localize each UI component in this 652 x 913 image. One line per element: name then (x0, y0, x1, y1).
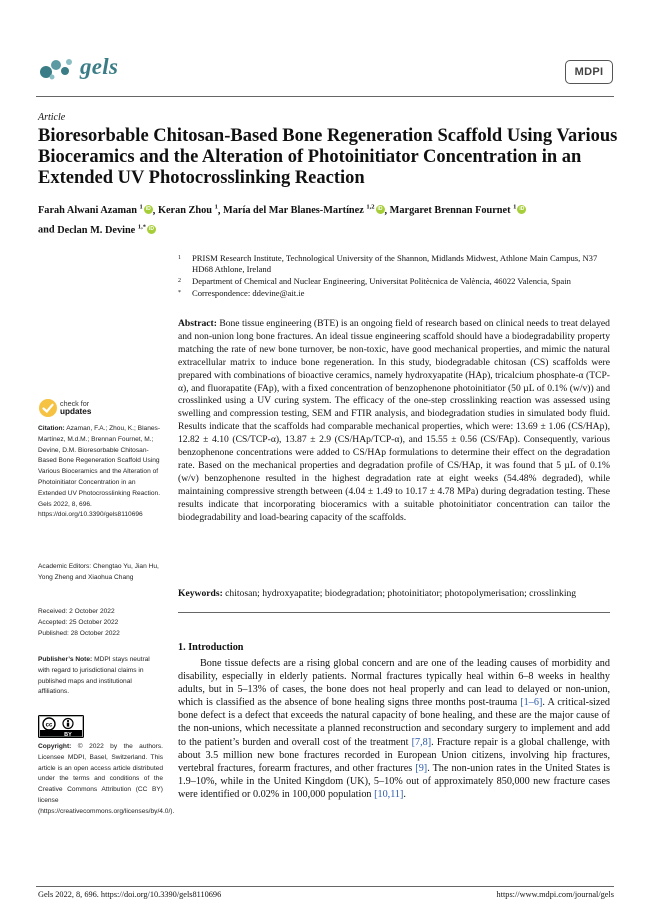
affiliation-item (178, 288, 618, 299)
intro-paragraph: Bone tissue defects are a rising global concern and are one of the leading causes of morbidity and disability, especially in elderly patients. Normal fractures typically heal within 6–8 weeks in healthy adults, but in 5–13% of cases, the bone does not heal properly and can lead to delayed or non-union, which is classified as the absence of bone healing signs three months post-trauma [1–6]. A critical-sized bone defect is a defect that exceeds the natural capacity of bone healing, and these are the major cause of the non-unions, which necessitate a planned reconstruction and secondary surgery to implement and add to the patient’s burden and overall cost of the treatment [7,8]. Fracture repair is a global challenge, with about 3.5 million new bone fractures recorded in European Union citizens, involving hip fractures, vertebral fractures, forearm fractures, and other fractures [9]. The non-union rates in the United States is 1.9–10%, while in the United Kingdom (UK), 5–10% out of approximately 850,000 new fracture cases were identified or 0.02% in 100,000 population [10,11]. (178, 658, 611, 800)
section-divider (178, 612, 610, 613)
publisher-note-label: Publisher’s Note: (38, 656, 93, 663)
keywords (178, 588, 610, 601)
copyright-notice (38, 742, 175, 818)
citation-block (38, 424, 163, 521)
article-title: Bioresorbable Chitosan-Based Bone Regeneration Scaffold Using Various Bioceramics and the Alteration of Photoinitiator Concentration in an Extended UV Photocrosslinking Reaction (38, 126, 618, 188)
keywords-text: chitosan; hydroxyapatite; biodegradation; photoinitiator; photopolymerisation; crosslinking (225, 588, 577, 599)
author-list: Farah Alwani Azaman $^1$iD , Keran Zhou $^1$, María del Mar Blanes-Martínez $^{1,2}$iD , Margaret Brennan Fournet $^1$iD and Declan M. Devine $^{1,*}$iD (38, 200, 618, 239)
cc-by-text: BY (64, 732, 72, 738)
publisher-note-text: MDPI stays neutral with regard to jurisdictional claims in published maps and institutional affiliations. (38, 656, 150, 696)
affiliation-number: * (178, 290, 181, 296)
author-name: María del Mar Blanes-Martínez $^{1,2}$iD (223, 205, 384, 216)
affiliation-item (178, 253, 618, 275)
author-affiliation-mark: 1 (513, 204, 517, 211)
author-affiliation-mark: 1 (139, 204, 143, 211)
author-name: Farah Alwani Azaman $^1$iD (38, 205, 153, 216)
affiliation-number: 1 (178, 255, 181, 261)
footer-citation: Gels 2022, 8, 696. https://doi.org/10.3390/gels8110696 (38, 890, 222, 899)
citation-label: Citation: (38, 425, 65, 432)
abstract-text: Bone tissue engineering (BTE) is an ongoing field of research based on clinical needs to treat delayed and non-union long bone fractures. An ideal tissue engineering scaffold should have a biodegradability property matching the rate of new bone turnover, be non-toxic, have good mechanical properties, and mimic the natural extracellular matrix to induce bone regeneration. In this study, biodegradable chitosan (CS) scaffolds were prepared with combinations of bioactive ceramics, namely hydroxyapatite (HAp), tricalcium phosphate-α (TCP- α), and fluorapatite (FAp), with a fixed concentration of benzophenone photoinitiator (50 µL of 0.1% (w/v)) and crosslinked using a UV curing system. The efficacy of the one-step crosslinking reaction was assessed using swelling and compression testing, SEM and FTIR analysis, and biodegradation studies in simulated body fluid. Results indicate that the scaffolds had comparable mechanical properties, which were: 13.69 ± 1.06 (CS/HAp), 12.82 ± 4.10 (CS/TCP-α), 13.87 ± 2.9 (CS/HAp/TCP-α), and 15.55 ± 0.56 (CS/FAp). Consequently, various benzophenone concentrations were added to CS/HAp formulations to determine their effect on the degradation rate. Based on the mechanical properties and degradation profile of CS/HAp, it was found that 5 µL of 0.1% (w/v) benzophenone resulted in the highest degradation rate at eight weeks (54.48% degraded), while maintaining compressive strength between (4.04 ± 1.49 to 10.17 ± 4.78 MPa) during degradation testing. These results indicate that incorporating bioceramics with a suitable photoinitiator concentration can tailor the biodegradability and load-bearing capacity of the scaffolds. (178, 318, 610, 523)
author-name: Declan M. Devine $^{1,*}$iD (57, 225, 156, 236)
accepted-date: Accepted: 25 October 2022 (38, 618, 119, 626)
orcid-icon[interactable] (144, 205, 153, 214)
affiliation-number: 2 (178, 278, 181, 284)
author-name: Margaret Brennan Fournet $^1$iD (390, 205, 527, 216)
keywords-label: Keywords: (178, 588, 223, 599)
orcid-icon[interactable] (147, 225, 156, 234)
author-name: Keran Zhou $^1$ (157, 204, 218, 217)
check-line1: check for (60, 399, 90, 408)
affiliation-text: PRISM Research Institute, Technological University of the Shannon, Midlands Midwest, Athlone Main Campus, N37 HD68 Athlone, Ireland (192, 253, 598, 274)
journal-name: gels (80, 54, 119, 79)
copyright-label: Copyright: (38, 743, 72, 750)
academic-editors: Academic Editors: Chengtao Yu, Jian Hu, Yong Zheng and Xiaohua Chang (38, 563, 159, 581)
publisher-logo: MDPI (565, 60, 613, 84)
header-divider (36, 96, 614, 97)
check-for-updates-link[interactable] (60, 400, 91, 416)
reference-link[interactable]: [7,8] (411, 736, 432, 748)
affiliations (178, 253, 618, 300)
section-heading: 1. Introduction (178, 642, 244, 653)
abstract (178, 318, 610, 525)
svg-text:cc: cc (45, 722, 53, 729)
copyright-text: © 2022 by the authors. Licensee MDPI, Basel, Switzerland. This article is an open access article distributed under the terms and conditions of the Creative Commons Attribution (CC BY) license (https://creativecommons.org/licenses/by/4.0/). (38, 743, 175, 815)
affiliation-text: Correspondence: ddevine@ait.ie (192, 288, 305, 298)
check-line2: updates (60, 407, 92, 416)
author-affiliation-mark: 1,2 (366, 204, 375, 211)
reference-link[interactable]: [10,11] (374, 788, 404, 800)
author-affiliation-mark: 1,* (137, 223, 146, 231)
citation-text: Azaman, F.A.; Zhou, K.; Blanes-Martínez, M.d.M.; Brennan Fournet, M.; Devine, D.M. Bioresorbable Chitosan-Based Bone Regeneration Scaffold Using Various Bioceramics and the Alteration of Photoinitiator Concentration in an Extended UV Photocrosslinking Reaction. Gels 2022, 8, 696. https://doi.org/10.3390/gels8110696 (38, 425, 161, 519)
footer-divider (36, 886, 614, 887)
publisher-note (38, 655, 163, 698)
published-date: Published: 28 October 2022 (38, 629, 120, 637)
abstract-label: Abstract: (178, 318, 217, 329)
affiliation-text: Department of Chemical and Nuclear Engineering, Universitat Politècnica de València, 46022 Valencia, Spain (192, 276, 571, 286)
check-for-updates-icon[interactable] (38, 398, 58, 418)
cc-by-license-icon[interactable] (38, 715, 84, 738)
article-type: Article (38, 112, 66, 123)
orcid-icon[interactable] (517, 205, 526, 214)
orcid-icon[interactable] (376, 205, 385, 214)
reference-link[interactable]: [9] (415, 762, 428, 774)
received-date: Received: 2 October 2022 (38, 608, 115, 615)
reference-link[interactable]: [1–6] (520, 697, 543, 709)
publication-dates (38, 607, 163, 639)
footer-journal-url[interactable]: https://www.mdpi.com/journal/gels (496, 890, 614, 899)
journal-logo-icon (38, 55, 74, 81)
author-affiliation-mark: 1 (214, 204, 218, 211)
affiliation-item (178, 276, 618, 287)
